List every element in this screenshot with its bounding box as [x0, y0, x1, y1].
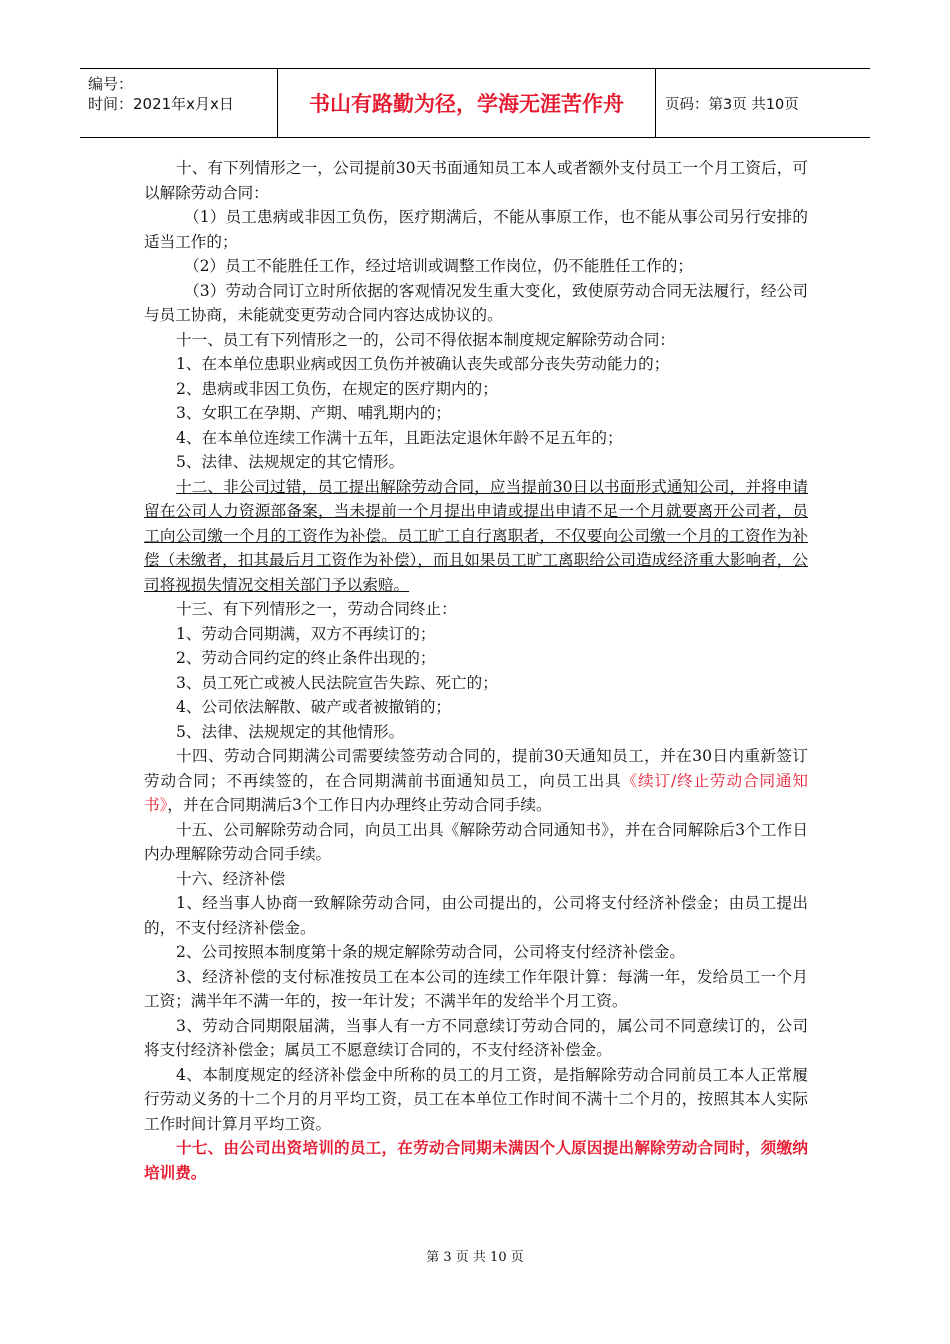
page-header — [80, 68, 870, 138]
page-footer: 第 3 页 共 10 页 — [426, 1250, 524, 1265]
header-info-cell — [80, 69, 278, 137]
document-body — [144, 156, 808, 1185]
list-item: 4、在本单位连续工作满十五年，且距法定退休年龄不足五年的； — [176, 428, 623, 447]
list-item: 3、女职工在孕期、产期、哺乳期内的； — [176, 404, 452, 422]
date-label: 时间：2021年x月x日 — [88, 95, 234, 113]
list-item: 4、本制度规定的经济补偿金中所称的员工的月工资，是指解除劳动合同前员工本人正常履行劳动义务的十二个月的月平均工资，员工在本单位工作时间不满十二个月的，按照其本人实际工作时间计算月平均工资。 — [144, 1065, 808, 1133]
underlined-text: 十二、非公司过错，员工提出解除劳动合同，应当提前30日以书面形式通知公司，并将申请留在公司人力资源部备案，当未提前一个月提出申请或提出申请不足一个月就要离开公司者，员工向公司缴一个月的工资作为补偿。员工旷工自行离职者，不仅要向公司缴一个月的工资作为补偿（未缴者，扣其最后月工资作为补偿），而且如果员工旷工离职给公司造成经济重大影响者，公司将视损失情况交相关部门予以索赔。 — [144, 477, 808, 594]
list-item: 3、劳动合同期限届满，当事人有一方不同意续订劳动合同的，属公司不同意续订的，公司将支付经济补偿金；属员工不愿意续订合同的，不支付经济补偿金。 — [144, 1016, 808, 1059]
paragraph-10-3: （3）劳动合同订立时所依据的客观情况发生重大变化，致使原劳动合同无法履行，经公司与员工协商，未能就变更劳动合同内容达成协议的。 — [144, 281, 808, 324]
number-label: 编号： — [88, 75, 134, 93]
notice-link[interactable]: 《续订/终止劳动合同通知书》 — [144, 771, 808, 814]
paragraph-16: 十六、经济补偿 — [176, 869, 286, 888]
list-item: 1、在本单位患职业病或因工负伤并被确认丧失或部分丧失劳动能力的； — [176, 355, 670, 373]
list-item: 3、经济补偿的支付标准按员工在本公司的连续工作年限计算：每满一年，发给员工一个月工资；满半年不满一年的，按一年计发；不满半年的发给半个月工资。 — [144, 967, 808, 1010]
paragraph-13: 十三、有下列情形之一，劳动合同终止： — [176, 600, 457, 618]
list-item: 3、员工死亡或被人民法院宣告失踪、死亡的； — [176, 673, 498, 692]
list-item: 5、法律、法规规定的其它情形。 — [176, 453, 405, 471]
paragraph-14 — [144, 744, 808, 818]
list-item: 1、劳动合同期满，双方不再续订的； — [176, 624, 436, 643]
header-motto: 书山有路勤为径，学海无涯苦作舟 — [278, 69, 656, 137]
list-item: 2、劳动合同约定的终止条件出现的； — [176, 649, 436, 667]
list-item: 2、公司按照本制度第十条的规定解除劳动合同，公司将支付经济补偿金。 — [176, 943, 685, 961]
paragraph-10-2: （2）员工不能胜任工作，经过培训或调整工作岗位，仍不能胜任工作的； — [184, 257, 693, 275]
paragraph-10-1: （1）员工患病或非因工负伤，医疗期满后，不能从事原工作，也不能从事公司另行安排的适当工作的； — [144, 208, 808, 251]
list-item: 2、患病或非因工负伤，在规定的医疗期内的； — [176, 379, 498, 398]
paragraph-17: 十七、由公司出资培训的员工，在劳动合同期未满因个人原因提出解除劳动合同时，须缴纳培训费。 — [144, 1138, 808, 1182]
paragraph-12 — [144, 475, 808, 598]
list-item: 1、经当事人协商一致解除劳动合同，由公司提出的，公司将支付经济补偿金；由员工提出的，不支付经济补偿金。 — [144, 894, 808, 937]
list-item: 4、公司依法解散、破产或者被撤销的； — [176, 698, 452, 716]
paragraph-15: 十五、公司解除劳动合同，向员工出具《解除劳动合同通知书》，并在合同解除后3个工作日内办理解除劳动合同手续。 — [144, 820, 808, 863]
list-item: 5、法律、法规规定的其他情形。 — [176, 722, 405, 741]
header-page-label: 页码：第3页 共10页 — [665, 96, 799, 113]
p14-after: ，并在合同期满后3个工作日内办理终止劳动合同手续。 — [167, 796, 552, 814]
paragraph-10: 十、有下列情形之一，公司提前30天书面通知员工本人或者额外支付员工一个月工资后，可以解除劳动合同： — [144, 159, 808, 202]
p14-before: 十四、劳动合同期满公司需要续签劳动合同的，提前30天通知员工，并在30日内重新签订劳动合同；不再续签的，在合同期满前书面通知员工，向员工出具 — [144, 747, 808, 790]
paragraph-11: 十一、员工有下列情形之一的，公司不得依据本制度规定解除劳动合同： — [176, 330, 676, 349]
